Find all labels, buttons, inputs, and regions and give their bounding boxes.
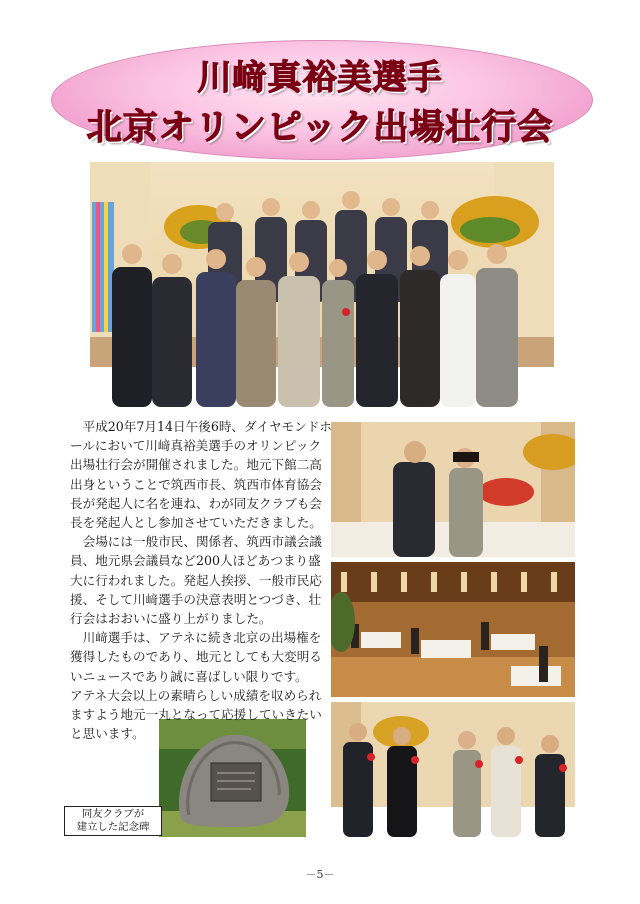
paragraph: アテネ大会以上の素晴らしい成績を収められますよう地元一丸となって応援していきたいと思います。: [70, 687, 322, 742]
stage-group-photo: [331, 702, 575, 837]
paper-cranes: [92, 202, 114, 332]
group-photo: [90, 162, 554, 415]
article-body: [70, 417, 332, 743]
caption-line: 同友クラブが: [81, 808, 145, 820]
page-title: 川﨑真裕美選手: [197, 58, 443, 98]
paragraph: 平成20年7月14日午後6時、ダイヤモンドホールにおいて川﨑真裕美選手のオリンピック出場壮行会が開催されました。地元下館二高出身ということで筑西市長、筑西市体育協会長が発起人に名を連ね、わが同友クラブも会長を発起人とし参加させていただきました。: [70, 419, 332, 531]
caption-line: 建立した記念碑: [76, 821, 150, 833]
handshake-photo: [331, 422, 575, 557]
page-number: －5－: [305, 868, 335, 881]
paragraph: 会場には一般市民、関係者、筑西市議会議員、地元県会議員など200人ほどあつまり盛大に行われました。発起人挨拶、一般市民応援、そして川﨑選手の決意表明とつづき、壮行会はおおいに盛り上がりました。: [70, 534, 322, 627]
page-subtitle: 北京オリンピック出場壮行会: [86, 108, 554, 148]
banquet-hall-photo: [331, 562, 575, 697]
memorial-caption: [64, 806, 162, 836]
paragraph: 川﨑選手は、アテネに続き北京の出場権を獲得したものであり、地元としても大変明るいニュースであり誠に喜ばしい限りです。: [70, 630, 322, 684]
